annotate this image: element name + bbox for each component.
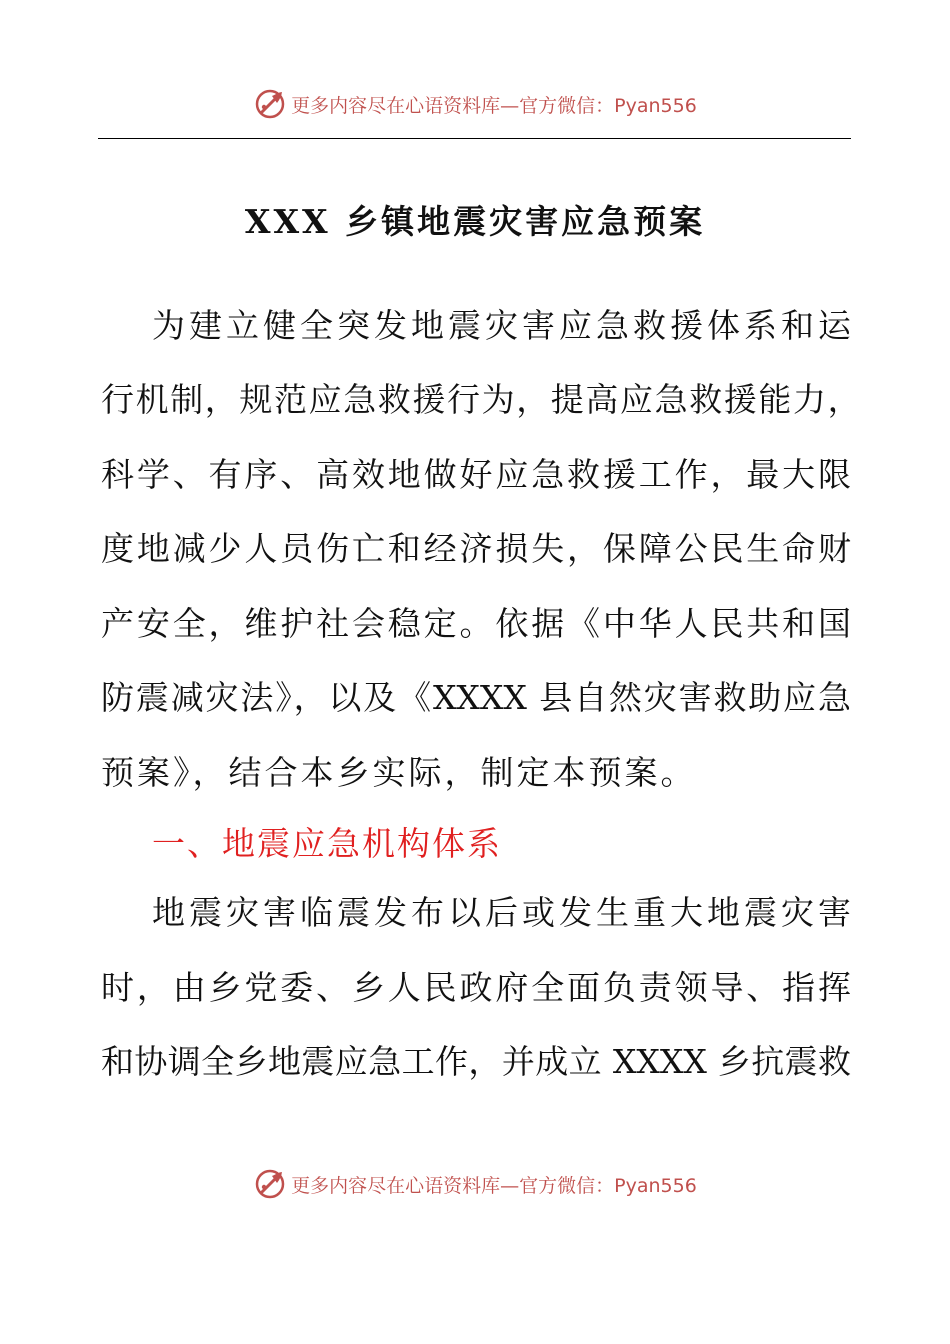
paragraph-line: 和协调全乡地震应急工作，并成立 XXXX 乡抗震救 bbox=[101, 1042, 851, 1081]
watermark-handle: Pyan556 bbox=[614, 1174, 697, 1197]
header-watermark bbox=[0, 84, 950, 124]
watermark-handle: Pyan556 bbox=[614, 94, 697, 117]
paragraph-line: 防震减灾法》，以及《XXXX 县自然灾害救助应急 bbox=[101, 678, 851, 717]
paragraph-line: 科学、有序、高效地做好应急救援工作，最大限 bbox=[101, 455, 851, 494]
footer-watermark bbox=[0, 1164, 950, 1204]
header-divider bbox=[98, 138, 851, 139]
paragraph-line: 地震灾害临震发布以后或发生重大地震灾害 bbox=[152, 893, 851, 932]
quill-logo-icon bbox=[253, 87, 287, 121]
quill-logo-icon bbox=[253, 1167, 287, 1201]
document-title: XXX 乡镇地震灾害应急预案 bbox=[244, 202, 706, 241]
watermark-text: 更多内容尽在心语资料库—官方微信：Pyan556 bbox=[291, 1174, 697, 1197]
paragraph-line: 为建立健全突发地震灾害应急救援体系和运 bbox=[152, 306, 851, 345]
paragraph-line: 预案》，结合本乡实际，制定本预案。 bbox=[101, 753, 697, 792]
paragraph-line: 产安全，维护社会稳定。依据《中华人民共和国 bbox=[101, 604, 851, 643]
paragraph-line: 行机制，规范应急救援行为，提高应急救援能力， bbox=[101, 380, 863, 419]
paragraph-line: 时，由乡党委、乡人民政府全面负责领导、指挥 bbox=[101, 968, 851, 1007]
watermark-text: 更多内容尽在心语资料库—官方微信：Pyan556 bbox=[291, 94, 697, 117]
section-heading: 一、地震应急机构体系 bbox=[152, 824, 502, 863]
paragraph-line: 度地减少人员伤亡和经济损失，保障公民生命财 bbox=[101, 529, 851, 568]
